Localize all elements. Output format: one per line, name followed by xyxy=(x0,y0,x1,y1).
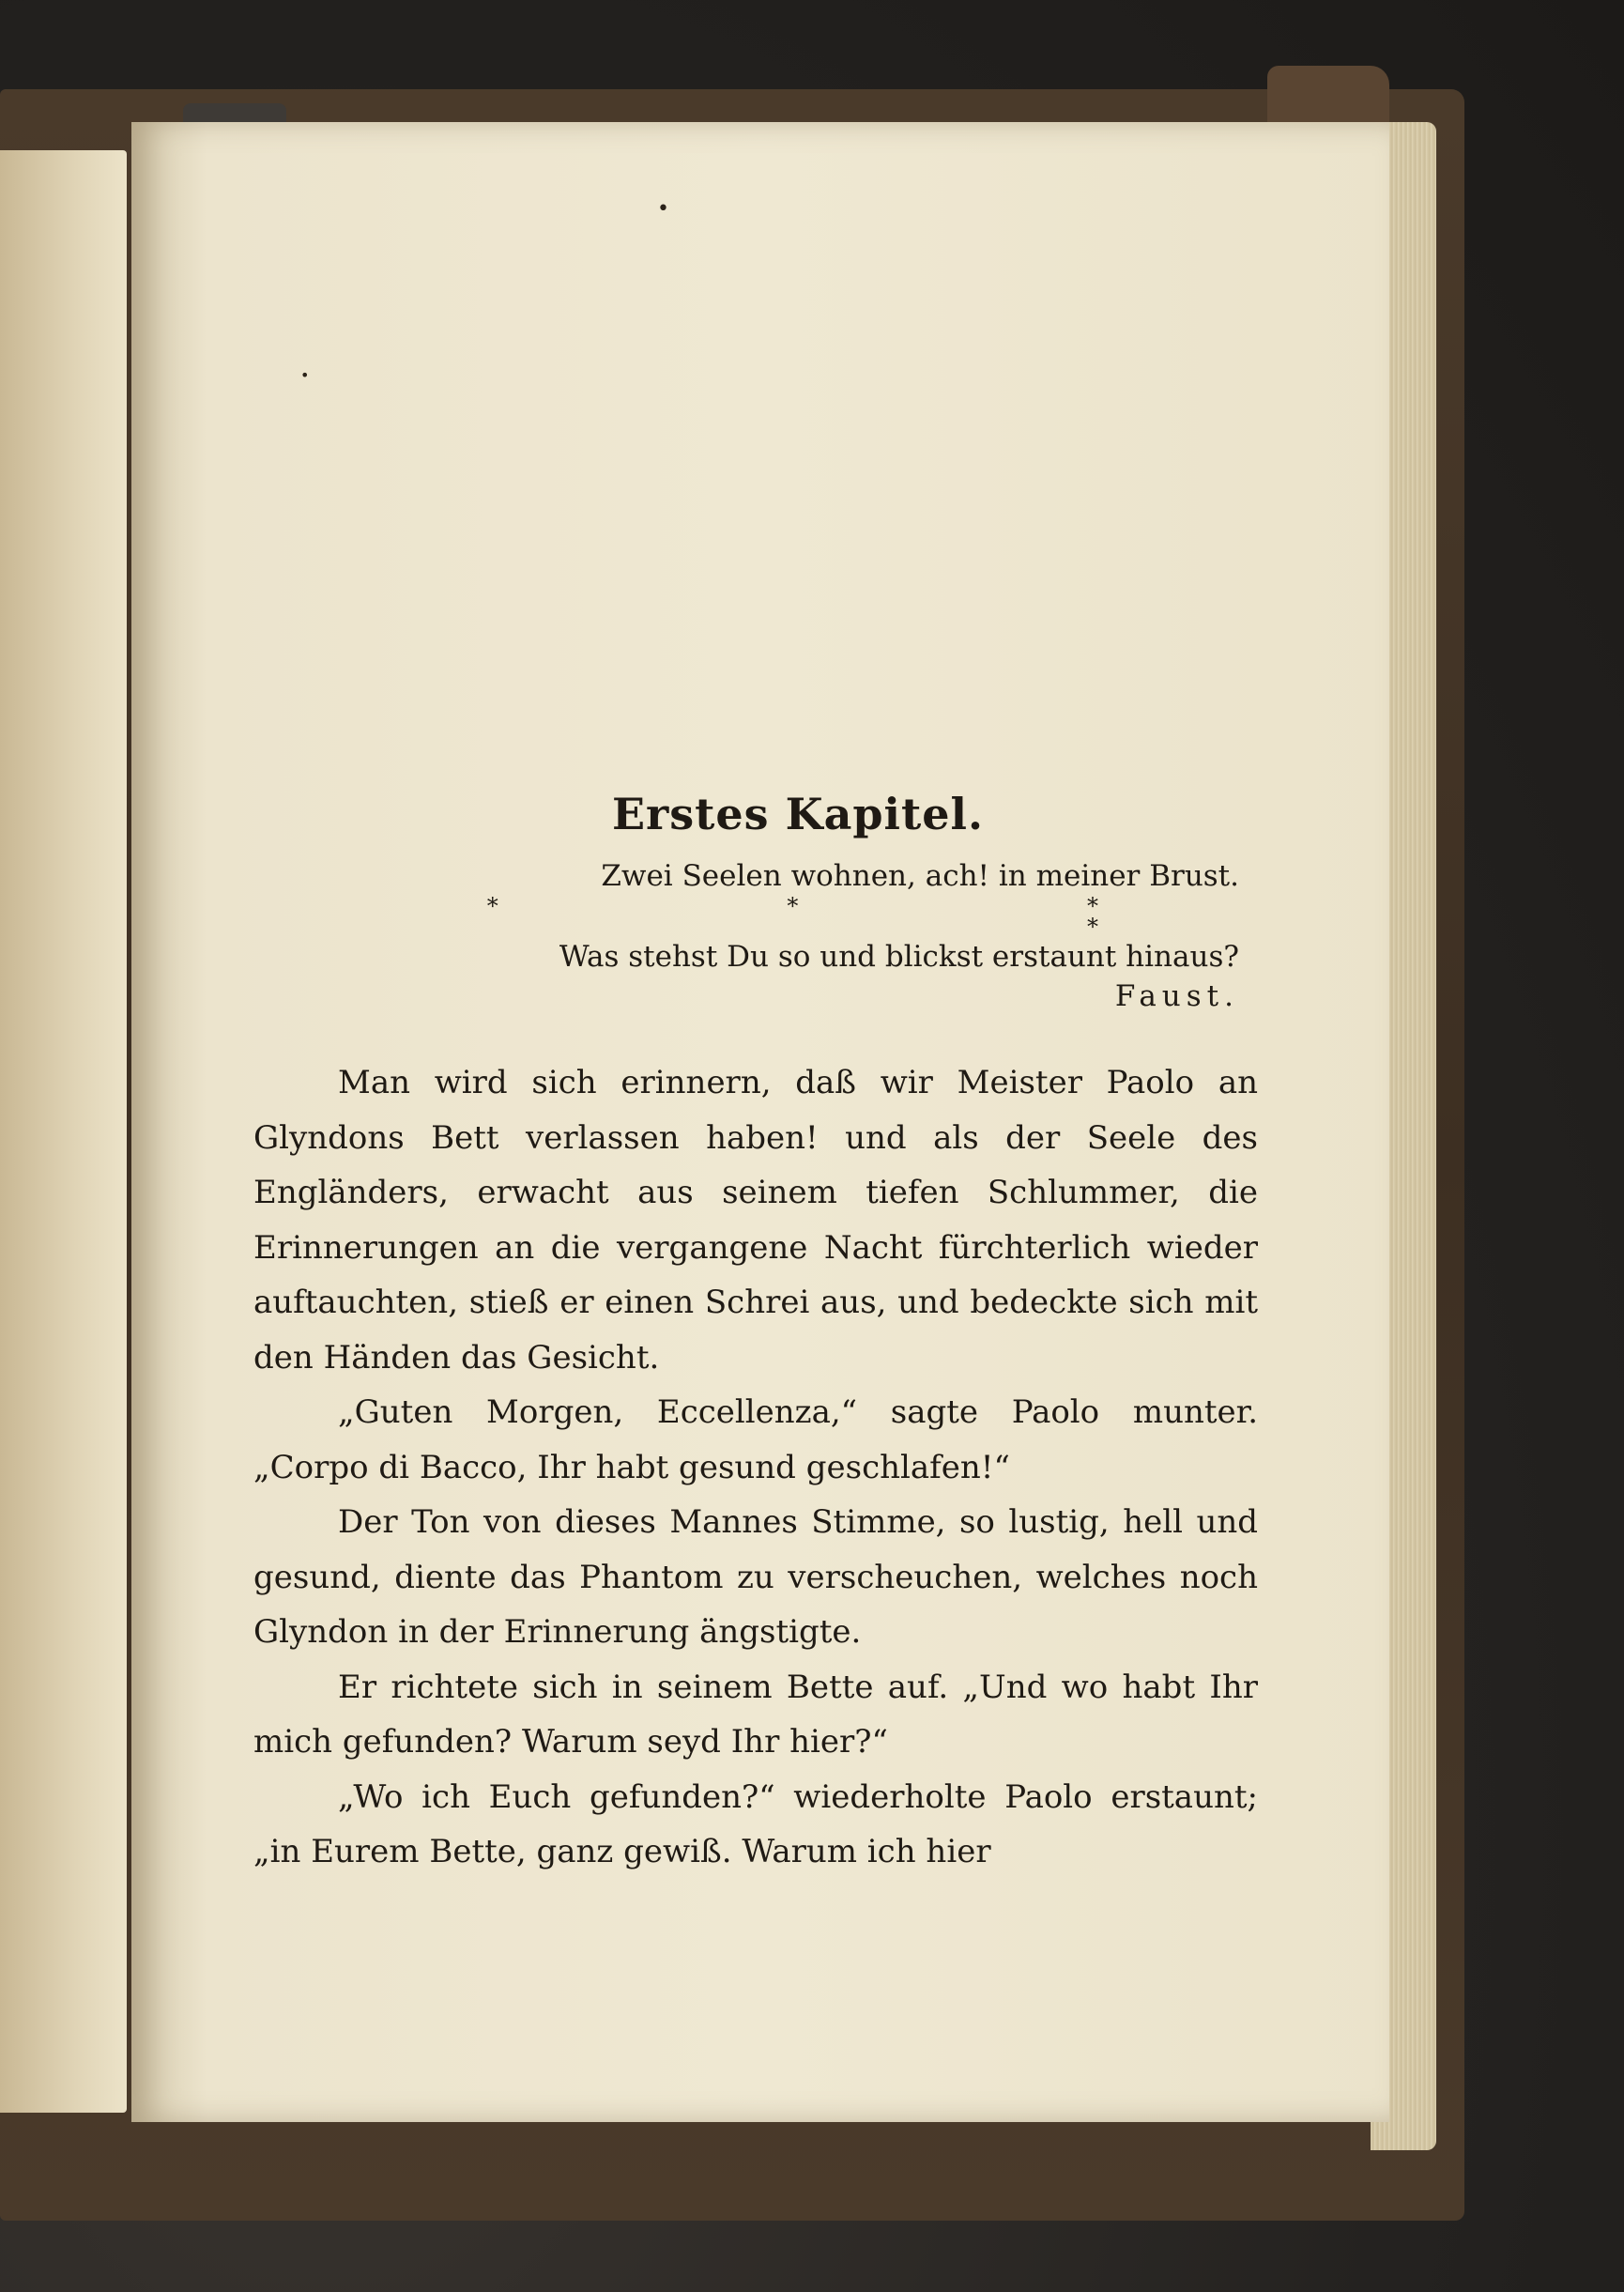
paragraph: Man wird sich erinnern, daß wir Meister Paolo an Glyndons Bett verlassen haben! und als der Seele des Engländers, erwacht aus seinem tiefen Schlummer, die Erinnerungen an die vergangene Nacht fürchterlich wieder auftauchten, stieß er einen Schrei aus, und bedeckte sich mit den Händen das Gesicht. xyxy=(253,1064,1258,1377)
paragraph: „Guten Morgen, Eccellenza,“ sagte Paolo munter. „Corpo di Bacco, Ihr habt gesund geschlafen!“ xyxy=(253,1393,1258,1486)
paragraph: Er richtete sich in seinem Bette auf. „Und wo habt Ihr mich gefunden? Warum seyd Ihr hier?“ xyxy=(253,1668,1258,1761)
ink-speck: • xyxy=(300,366,310,384)
ink-speck: • xyxy=(657,197,669,221)
motto-line: Zwei Seelen wohnen, ach! in meiner Brust. xyxy=(601,859,1239,893)
paragraph: Der Ton von dieses Mannes Stimme, so lustig, hell und gesund, diente das Phantom zu verscheuchen, welches noch Glyndon in der Erinnerung ängstigte. xyxy=(253,1503,1258,1651)
chapter-content xyxy=(253,789,1258,1880)
chapter-title: Erstes Kapitel. xyxy=(611,789,985,839)
left-page xyxy=(0,150,127,2113)
motto-source: Faust. xyxy=(1114,979,1239,1013)
body-text xyxy=(253,1055,1258,1880)
motto-block xyxy=(253,856,1258,1016)
motto-line: Was stehst Du so und blickst erstaunt hinaus? xyxy=(559,940,1239,974)
motto-separator: * * * * xyxy=(486,893,1239,940)
paragraph: „Wo ich Euch gefunden?“ wiederholte Paolo erstaunt; „in Eurem Bette, ganz gewiß. Warum ich hier xyxy=(253,1777,1258,1870)
